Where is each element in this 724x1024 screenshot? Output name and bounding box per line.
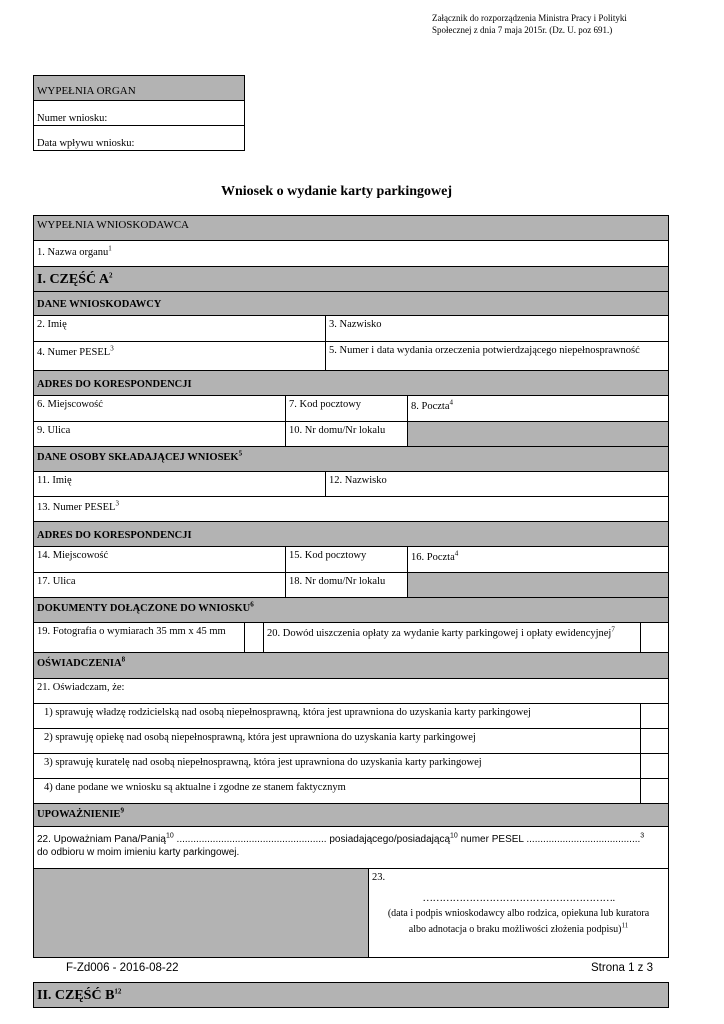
declaration-checkbox[interactable]: [640, 703, 669, 729]
organ-header: WYPEŁNIA ORGAN: [33, 75, 245, 101]
page-number: Strona 1 z 3: [591, 962, 654, 974]
post-office-label: 8. Poczta: [411, 401, 450, 412]
application-number-field[interactable]: Numer wniosku:: [33, 100, 245, 126]
authorization-text-b: ...................................................... posiadającego/posiadającą: [173, 834, 451, 845]
submitter-last-name-field[interactable]: 12. Nazwisko: [325, 471, 669, 497]
fee-document-text: 20. Dowód uiszczenia opłaty za wydanie karty parkingowej i opłaty ewidencyjnej: [267, 628, 612, 639]
declaration-checkbox[interactable]: [640, 728, 669, 754]
footnote-ref: 3: [640, 832, 645, 840]
address-header: ADRES DO KORESPONDENCJI: [33, 370, 669, 396]
house-number-field[interactable]: 10. Nr domu/Nr lokalu: [285, 421, 408, 447]
street-field-2[interactable]: 17. Ulica: [33, 572, 286, 598]
footnote-ref: 1: [108, 244, 112, 253]
applicant-section-header: WYPEŁNIA WNIOSKODAWCA: [33, 215, 669, 241]
submitter-first-name-field[interactable]: 11. Imię: [33, 471, 326, 497]
authorization-header: [33, 803, 669, 827]
postal-code-field-2[interactable]: 15. Kod pocztowy: [285, 546, 408, 573]
application-date-field[interactable]: Data wpływu wniosku:: [33, 125, 245, 151]
part-b-header: [33, 982, 669, 1008]
empty-gray-cell: [407, 421, 669, 447]
annex-line-1: Załącznik do rozporządzenia Ministra Pracy i Polityki: [432, 13, 627, 23]
post-office-label-2: 16. Poczta: [411, 552, 455, 563]
signature-caption-2: [372, 921, 665, 937]
post-office-field[interactable]: [407, 395, 669, 422]
house-number-field-2[interactable]: 18. Nr domu/Nr lokalu: [285, 572, 408, 598]
footnote-ref: 10: [165, 832, 174, 840]
footnote-ref: 3: [115, 499, 119, 508]
signature-number: 23.: [372, 872, 386, 883]
submitter-pesel-label: 13. Numer PESEL: [37, 502, 116, 513]
form-code: F-Zd006 - 2016-08-22: [66, 962, 179, 974]
empty-gray-cell-2: [407, 572, 669, 598]
organ-name-field[interactable]: [33, 240, 669, 267]
part-a-label: I. CZĘŚĆ A: [37, 272, 109, 287]
footnote-ref: 4: [454, 549, 459, 558]
first-name-field[interactable]: 2. Imię: [33, 315, 326, 342]
photo-document-checkbox[interactable]: [244, 622, 264, 653]
footnote-ref: 7: [611, 625, 615, 634]
footnote-ref: 4: [449, 398, 453, 407]
authorization-line-1: [37, 834, 665, 847]
footnote-ref: 11: [621, 921, 629, 930]
footnote-ref: 2: [108, 271, 113, 280]
footnote-ref: 5: [238, 449, 243, 458]
footnote-ref: 10: [450, 832, 458, 840]
organ-name-label: 1. Nazwa organu: [37, 247, 109, 258]
documents-header: [33, 597, 669, 623]
fee-document-checkbox[interactable]: [640, 622, 669, 653]
city-field-2[interactable]: 14. Miejscowość: [33, 546, 286, 573]
declaration-item: 2) sprawuję opiekę nad osobą niepełnosprawną, która jest uprawniona do uzyskania karty parkingowej: [33, 728, 641, 754]
fee-document-label: [263, 622, 641, 653]
part-b-label: II. CZĘŚĆ B: [37, 988, 115, 1003]
signature-dots: ………………………………………………….: [422, 893, 615, 905]
footnote-ref: 6: [250, 600, 254, 609]
disability-certificate-field[interactable]: 5. Numer i data wydania orzeczenia potwierdzającego niepełnosprawność: [325, 341, 669, 371]
annex-note: [432, 12, 627, 36]
authorization-text-c: numer PESEL .........................................: [457, 834, 641, 845]
submitter-pesel-field[interactable]: [33, 496, 669, 522]
declaration-item: 4) dane podane we wniosku są aktualne i zgodne ze stanem faktycznym: [33, 778, 641, 804]
signature-caption-2-text: albo adnotacja o braku możliwości złożenia podpisu): [408, 923, 622, 935]
pesel-field[interactable]: [33, 341, 326, 371]
postal-code-field[interactable]: 7. Kod pocztowy: [285, 395, 408, 422]
footnote-ref: 12: [114, 987, 122, 996]
authorization-text-a: 22. Upoważniam Pana/Panią: [37, 834, 166, 845]
authorization-field[interactable]: [33, 826, 669, 869]
applicant-data-header: DANE WNIOSKODAWCY: [33, 291, 669, 316]
declarations-header: [33, 652, 669, 679]
declaration-checkbox[interactable]: [640, 778, 669, 804]
submitter-data-header: [33, 446, 669, 472]
city-field[interactable]: 6. Miejscowość: [33, 395, 286, 422]
declaration-item: 3) sprawuję kuratelę nad osobą niepełnosprawną, która jest uprawniona do uzyskania karty parkingowej: [33, 753, 641, 779]
signature-field[interactable]: [368, 868, 669, 958]
signature-caption-1: (data i podpis wnioskodawcy albo rodzica, opiekuna lub kuratora: [387, 908, 650, 920]
part-a-header: [33, 266, 669, 292]
declarations-label: OŚWIADCZENIA: [37, 658, 122, 669]
declaration-item: 1) sprawuję władzę rodzicielską nad osobą niepełnosprawną, która jest uprawniona do uzyskania karty parkingowej: [33, 703, 641, 729]
documents-label: DOKUMENTY DOŁĄCZONE DO WNIOSKU: [37, 603, 251, 614]
photo-document-label: 19. Fotografia o wymiarach 35 mm x 45 mm: [33, 622, 245, 653]
street-field[interactable]: 9. Ulica: [33, 421, 286, 447]
authorization-line-2: do odbioru w moim imieniu karty parkingowej.: [37, 846, 240, 858]
post-office-field-2[interactable]: [407, 546, 669, 573]
annex-line-2: Społecznej z dnia 7 maja 2015r. (Dz. U. poz 691.): [432, 25, 613, 36]
declarations-intro: 21. Oświadczam, że:: [33, 678, 669, 704]
authorization-label: UPOWAŻNIENIE: [37, 809, 121, 820]
address-header-2: ADRES DO KORESPONDENCJI: [33, 521, 669, 547]
last-name-field[interactable]: 3. Nazwisko: [325, 315, 669, 342]
submitter-data-label: DANE OSOBY SKŁADAJĄCEJ WNIOSEK: [37, 452, 239, 463]
signature-gray-area: [33, 868, 369, 958]
footnote-ref: 9: [120, 806, 124, 815]
declaration-checkbox[interactable]: [640, 753, 669, 779]
pesel-label: 4. Numer PESEL: [37, 347, 111, 358]
footnote-ref: 8: [121, 655, 126, 664]
footnote-ref: 3: [110, 344, 114, 353]
page-title: Wniosek o wydanie karty parkingowej: [220, 184, 453, 199]
